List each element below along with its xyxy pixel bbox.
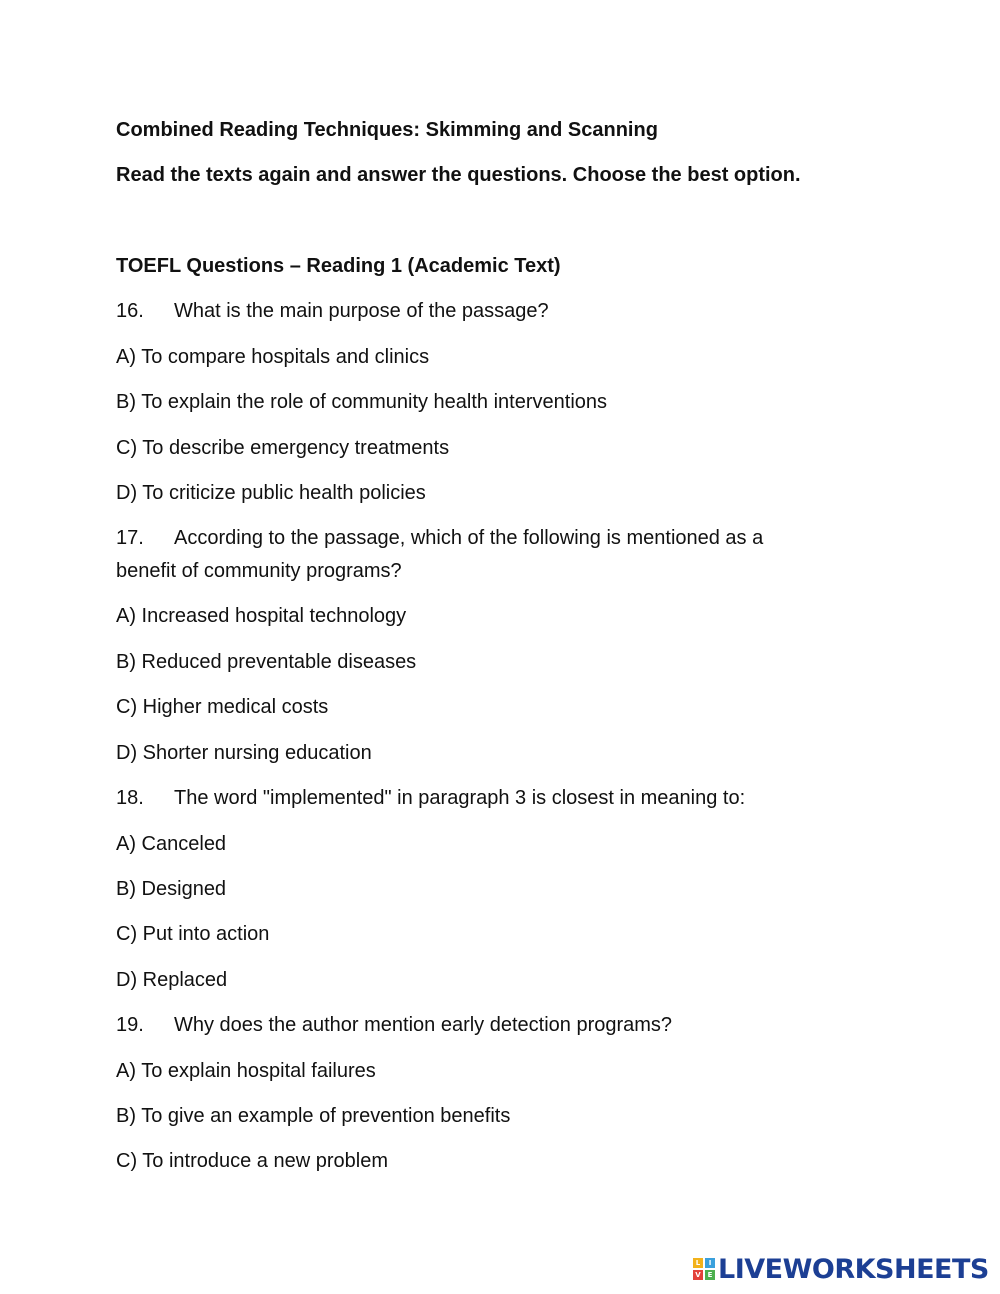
question-text: The word "implemented" in paragraph 3 is closest in meaning to:	[174, 787, 746, 809]
option-19-b[interactable]: B) To give an example of prevention benefits	[116, 1105, 511, 1127]
option-19-a[interactable]: A) To explain hospital failures	[116, 1060, 376, 1082]
question-number: 17.	[116, 527, 144, 549]
logo-letter-i: I	[705, 1258, 715, 1268]
option-18-d[interactable]: D) Replaced	[116, 969, 228, 991]
question-text: Why does the author mention early detection programs?	[174, 1014, 673, 1036]
question-number: 18.	[116, 787, 144, 809]
question-text: What is the main purpose of the passage?	[174, 300, 549, 322]
question-19	[116, 1009, 836, 1042]
logo-letter-l: L	[693, 1258, 703, 1268]
section-title: TOEFL Questions – Reading 1 (Academic Text)	[116, 255, 561, 277]
option-18-c[interactable]: C) Put into action	[116, 923, 270, 945]
question-text: According to the passage, which of the following is mentioned as a benefit of community programs?	[116, 527, 764, 582]
question-17	[116, 522, 806, 588]
option-16-a[interactable]: A) To compare hospitals and clinics	[116, 346, 430, 368]
option-18-b[interactable]: B) Designed	[116, 878, 227, 900]
logo-text: LIVEWORKSHEETS	[718, 1253, 989, 1285]
option-17-c[interactable]: C) Higher medical costs	[116, 696, 329, 718]
logo-letter-v: V	[693, 1270, 703, 1280]
logo-mark-icon	[693, 1258, 715, 1280]
option-18-a[interactable]: A) Canceled	[116, 833, 227, 855]
option-16-b[interactable]: B) To explain the role of community health interventions	[116, 391, 608, 413]
option-17-b[interactable]: B) Reduced preventable diseases	[116, 651, 417, 673]
option-16-c[interactable]: C) To describe emergency treatments	[116, 437, 450, 459]
option-17-d[interactable]: D) Shorter nursing education	[116, 742, 372, 764]
question-number: 19.	[116, 1014, 144, 1036]
logo-letter-e: E	[705, 1270, 715, 1280]
option-19-c[interactable]: C) To introduce a new problem	[116, 1150, 388, 1172]
question-16	[116, 295, 836, 328]
worksheet-title: Combined Reading Techniques: Skimming and Scanning	[116, 119, 658, 141]
option-16-d[interactable]: D) To criticize public health policies	[116, 482, 426, 504]
instructions: Read the texts again and answer the questions. Choose the best option.	[116, 164, 801, 186]
question-18	[116, 782, 836, 815]
liveworksheets-logo[interactable]	[693, 1252, 989, 1286]
option-17-a[interactable]: A) Increased hospital technology	[116, 605, 407, 627]
question-number: 16.	[116, 300, 144, 322]
